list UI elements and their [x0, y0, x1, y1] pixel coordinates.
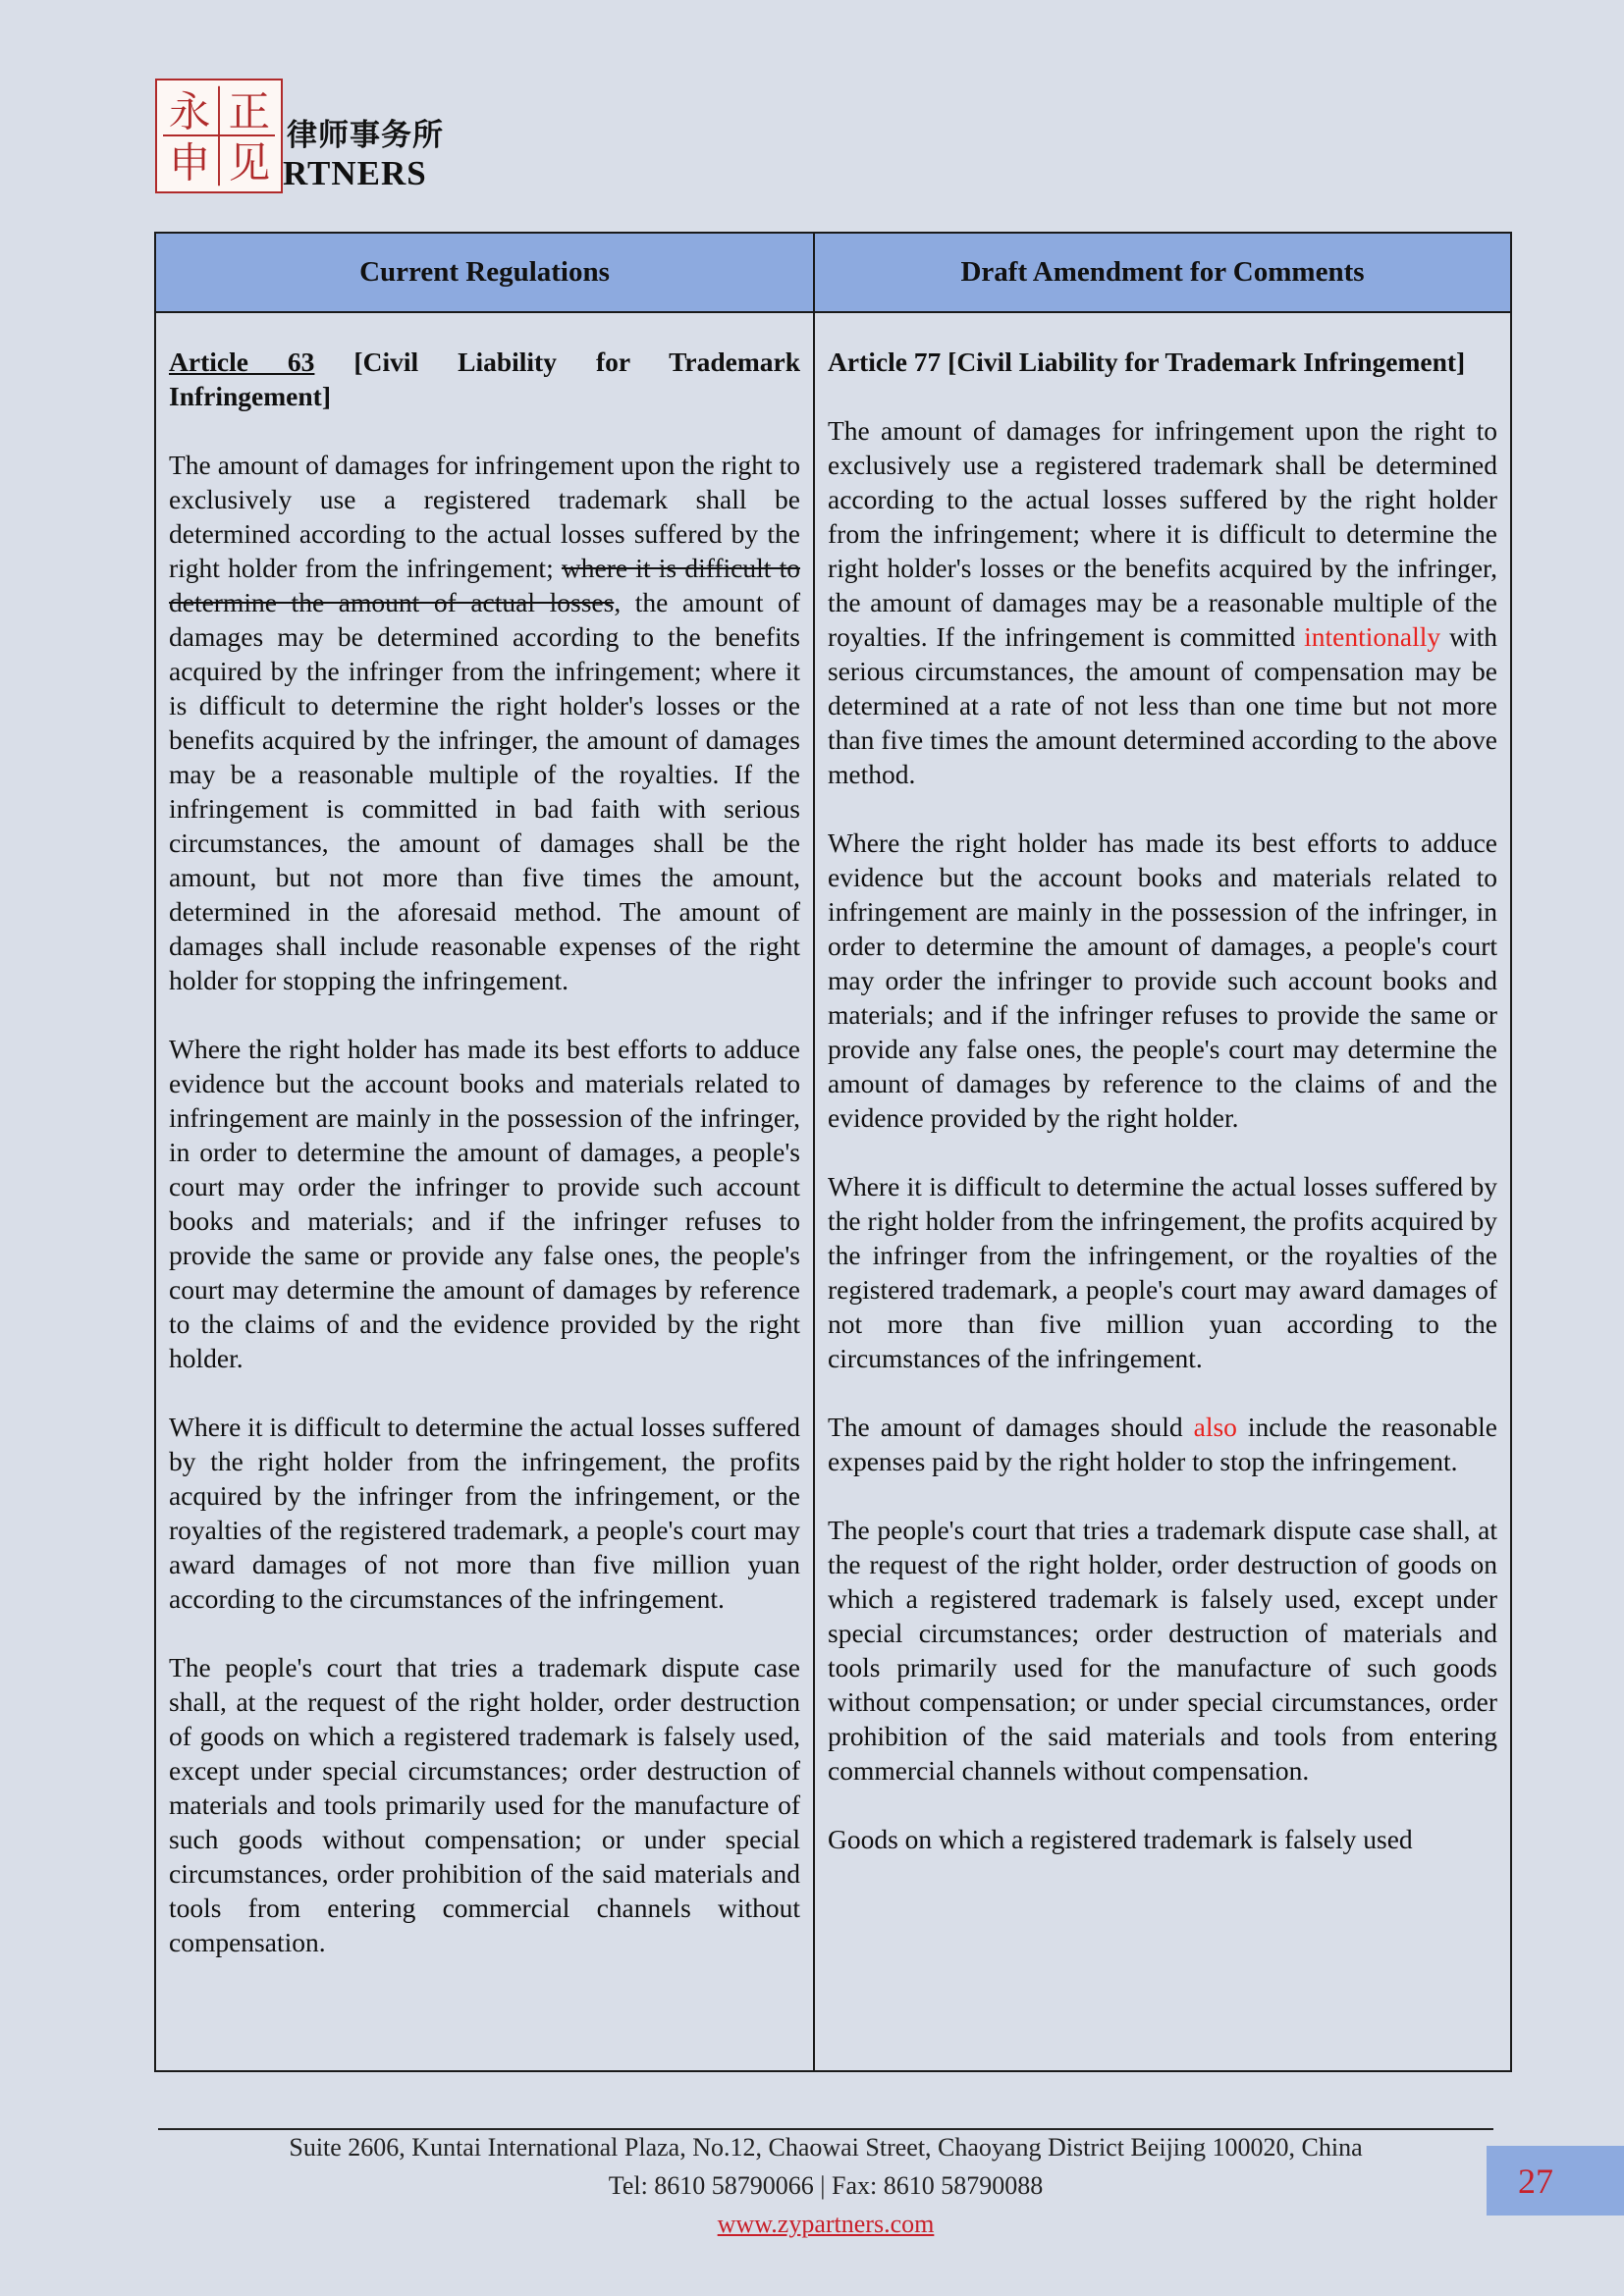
article-heading — [169, 345, 800, 413]
paragraph — [828, 1410, 1497, 1478]
amended-text: also — [1193, 1412, 1237, 1442]
logo-glyph: 永 — [168, 88, 211, 137]
paragraph: Where the right holder has made its best efforts to adduce evidence but the account books and materials related to infringement are mainly in the possession of the infringer, in order to determine the amount of damages, a people's court may order the infringer to provide such account books and materials; and if the infringer refuses to provide the same or provide any false ones, the people's court may determine the amount of damages by reference to the claims of and the evidence provided by the right holder. — [169, 1034, 800, 1373]
text-run: , the amount of damages may be determined according to the benefits acquired by the infringer from the infringement; where it is difficult to determine the right holder's losses or the benefits acquired by the infringer, the amount of damages may be a reasonable multiple of the royalties. If the infringement is committed in bad faith with serious circumstances, the amount of damages shall be the amount, but not more than five times the amount, determined in the aforesaid method. The amount of damages shall include reasonable expenses of the right holder for stopping the infringement. — [169, 587, 800, 995]
column-header-draft: Draft Amendment for Comments — [814, 233, 1511, 312]
amended-text: intentionally — [1304, 621, 1441, 652]
table-header-row — [155, 233, 1511, 312]
paragraph: Where it is difficult to determine the actual losses suffered by the right holder from the infringement, the profits acquired by the infringer from the infringement, or the royalties of the registered trademark, a people's court may award damages of not more than five million yuan according to the circumstances of the infringement. — [169, 1412, 800, 1614]
current-regulations-cell — [155, 312, 814, 2071]
firm-logo-seal — [155, 79, 283, 193]
text-run: The amount of damages for infringement upon the right to exclusively use a registered trademark shall be determined according to the actual losses suffered by the right holder from the infringement; where it is difficult to determine the right holder's losses or the benefits acquired by the infringer, the amount of damages may be a reasonable multiple of the royalties. If the infringement is committed — [828, 415, 1497, 652]
article-heading: Article 77 [Civil Liability for Trademark Infringement] — [828, 347, 1466, 377]
paragraph: Where the right holder has made its best efforts to adduce evidence but the account books and materials related to infringement are mainly in the possession of the infringer, in order to determine the amount of damages, a people's court may order the infringer to provide such account books and materials; and if the infringer refuses to provide the same or provide any false ones, the people's court may determine the amount of damages by reference to the claims of and the evidence provided by the right holder. — [828, 828, 1497, 1133]
text-run: The amount of damages for infringement upon the right to exclusively use a registered trademark shall be determined according to the actual losses suffered by the right holder from the infringement; — [169, 450, 800, 583]
article-number: Article 63 — [169, 347, 315, 377]
paragraph: Where it is difficult to determine the actual losses suffered by the right holder from the infringement, the profits acquired by the infringer from the infringement, or the royalties of the registered trademark, a people's court may award damages of not more than five million yuan according to the circumstances of the infringement. — [828, 1171, 1497, 1373]
page-number: 27 — [1518, 2161, 1553, 2201]
paragraph — [169, 448, 800, 997]
seal-icon — [157, 80, 281, 191]
firm-name-chinese: 律师事务所 — [287, 118, 444, 153]
deleted-text: where it is difficult to determine the amount of actual losses — [169, 553, 800, 617]
article-title: [Civil Liability for Trademark Infringement] — [169, 347, 800, 411]
paragraph: The people's court that tries a trademark dispute case shall, at the request of the right holder, order destruction of goods on which a registered trademark is falsely used, except under special circumstances; order destruction of materials and tools primarily used for the manufacture of such goods without compensation; or under special circumstances, order prohibition of the said materials and tools from entering commercial channels without compensation. — [828, 1515, 1497, 1786]
logo-glyph: 申 — [168, 139, 211, 188]
firm-name-english: RTNERS — [283, 154, 427, 192]
footer-website-link[interactable]: www.zypartners.com — [717, 2210, 935, 2238]
comparison-table — [154, 232, 1512, 2072]
text-run: The amount of damages should — [828, 1412, 1194, 1442]
paragraph: The people's court that tries a trademark dispute case shall, at the request of the right holder, order destruction of goods on which a registered trademark is falsely used, except under special circumstances; order destruction of materials and tools primarily used for the manufacture of such goods without compensation; or under special circumstances, order prohibition of the said materials and tools from entering commercial channels without compensation. — [169, 1652, 800, 1957]
column-header-current: Current Regulations — [155, 233, 814, 312]
footer-contact: Tel: 8610 58790066 | Fax: 8610 58790088 — [608, 2171, 1044, 2200]
logo-glyph: 正 — [228, 88, 271, 137]
draft-amendment-cell — [814, 312, 1511, 2071]
footer-address: Suite 2606, Kuntai International Plaza, No.12, Chaowai Street, Chaoyang District Beijing 100020, China — [289, 2133, 1363, 2162]
footer-divider — [158, 2128, 1493, 2130]
text-run: include the reasonable expenses paid by the right holder to stop the infringement. — [828, 1412, 1497, 1476]
paragraph: Goods on which a registered trademark is falsely used — [828, 1824, 1413, 1854]
page-number-box — [1487, 2146, 1624, 2216]
text-run: with serious circumstances, the amount of compensation may be determined at a rate of not less than one time but not more than five times the amount determined according to the above method. — [828, 621, 1497, 789]
paragraph — [828, 413, 1497, 791]
table-row — [155, 312, 1511, 2071]
logo-glyph: 见 — [228, 139, 271, 188]
